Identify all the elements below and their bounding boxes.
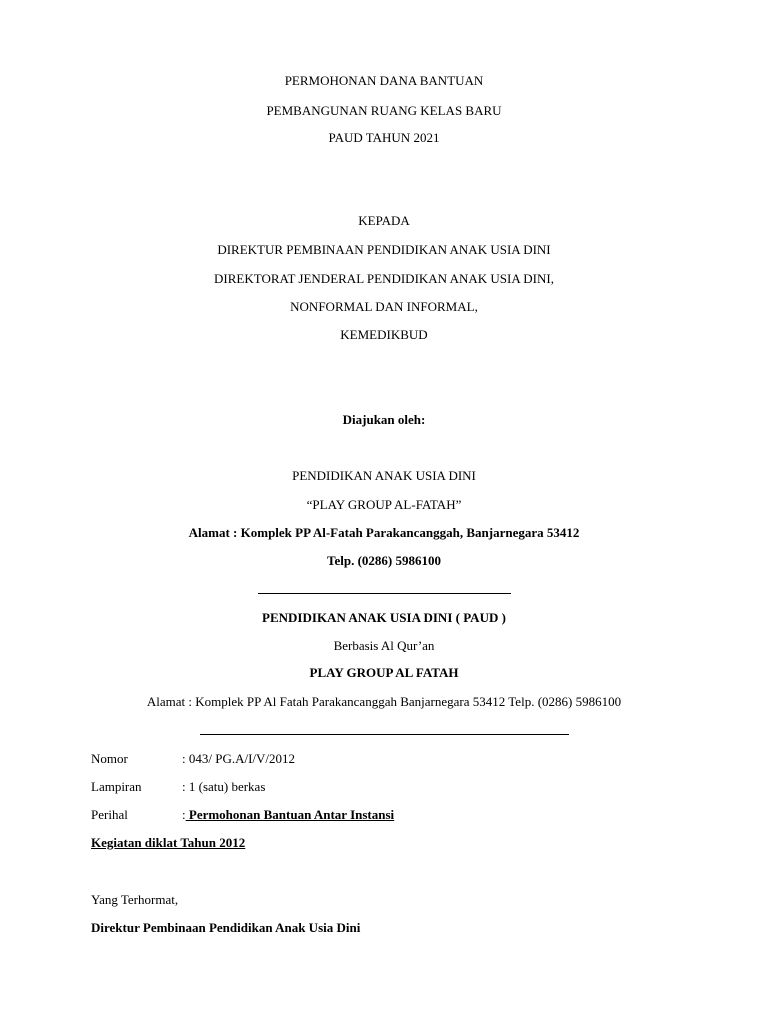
submitter-address: Alamat : Komplek PP Al-Fatah Parakancanggah, Banjarnegara 53412 bbox=[188, 525, 580, 540]
title-line-3: PAUD TAHUN 2021 bbox=[328, 130, 440, 145]
letterhead-name: PENDIDIKAN ANAK USIA DINI ( PAUD ) bbox=[262, 610, 506, 625]
recipient-kepada: KEPADA bbox=[358, 213, 410, 228]
submitter-name: PENDIDIKAN ANAK USIA DINI bbox=[292, 468, 476, 483]
recipient-line-3: NONFORMAL DAN INFORMAL, bbox=[290, 299, 478, 314]
submitter-phone: Telp. (0286) 5986100 bbox=[327, 553, 441, 568]
lampiran-label: Lampiran bbox=[91, 779, 142, 794]
submitter-label: Diajukan oleh: bbox=[342, 412, 426, 427]
perihal-value: Permohonan Bantuan Antar Instansi bbox=[185, 807, 395, 822]
title-line-1: PERMOHONAN DANA BANTUAN bbox=[284, 73, 484, 88]
nomor-value: : 043/ PG.A/I/V/2012 bbox=[182, 751, 296, 766]
perihal-continuation: Kegiatan diklat Tahun 2012 bbox=[91, 835, 246, 850]
perihal-row bbox=[182, 807, 394, 823]
submitter-group: “PLAY GROUP AL-FATAH” bbox=[306, 497, 462, 512]
title-line-2: PEMBANGUNAN RUANG KELAS BARU bbox=[266, 103, 502, 118]
divider-letterhead bbox=[200, 734, 569, 735]
letterhead-address: Alamat : Komplek PP Al Fatah Parakancanggah Banjarnegara 53412 Telp. (0286) 5986100 bbox=[146, 694, 622, 709]
letterhead-group: PLAY GROUP AL FATAH bbox=[309, 665, 459, 680]
perihal-label: Perihal bbox=[91, 807, 128, 822]
divider-top bbox=[258, 593, 511, 594]
recipient-line-4: KEMEDIKBUD bbox=[340, 327, 428, 342]
salutation: Yang Terhormat, bbox=[91, 892, 179, 907]
recipient-line-1: DIREKTUR PEMBINAAN PENDIDIKAN ANAK USIA DINI bbox=[217, 242, 551, 257]
lampiran-value: : 1 (satu) berkas bbox=[182, 779, 266, 794]
addressee: Direktur Pembinaan Pendidikan Anak Usia Dini bbox=[91, 920, 361, 935]
perihal-colon: : bbox=[182, 807, 186, 822]
letterhead-subtitle: Berbasis Al Qur’an bbox=[333, 638, 435, 653]
recipient-line-2: DIREKTORAT JENDERAL PENDIDIKAN ANAK USIA DINI, bbox=[214, 271, 554, 286]
nomor-label: Nomor bbox=[91, 751, 128, 766]
